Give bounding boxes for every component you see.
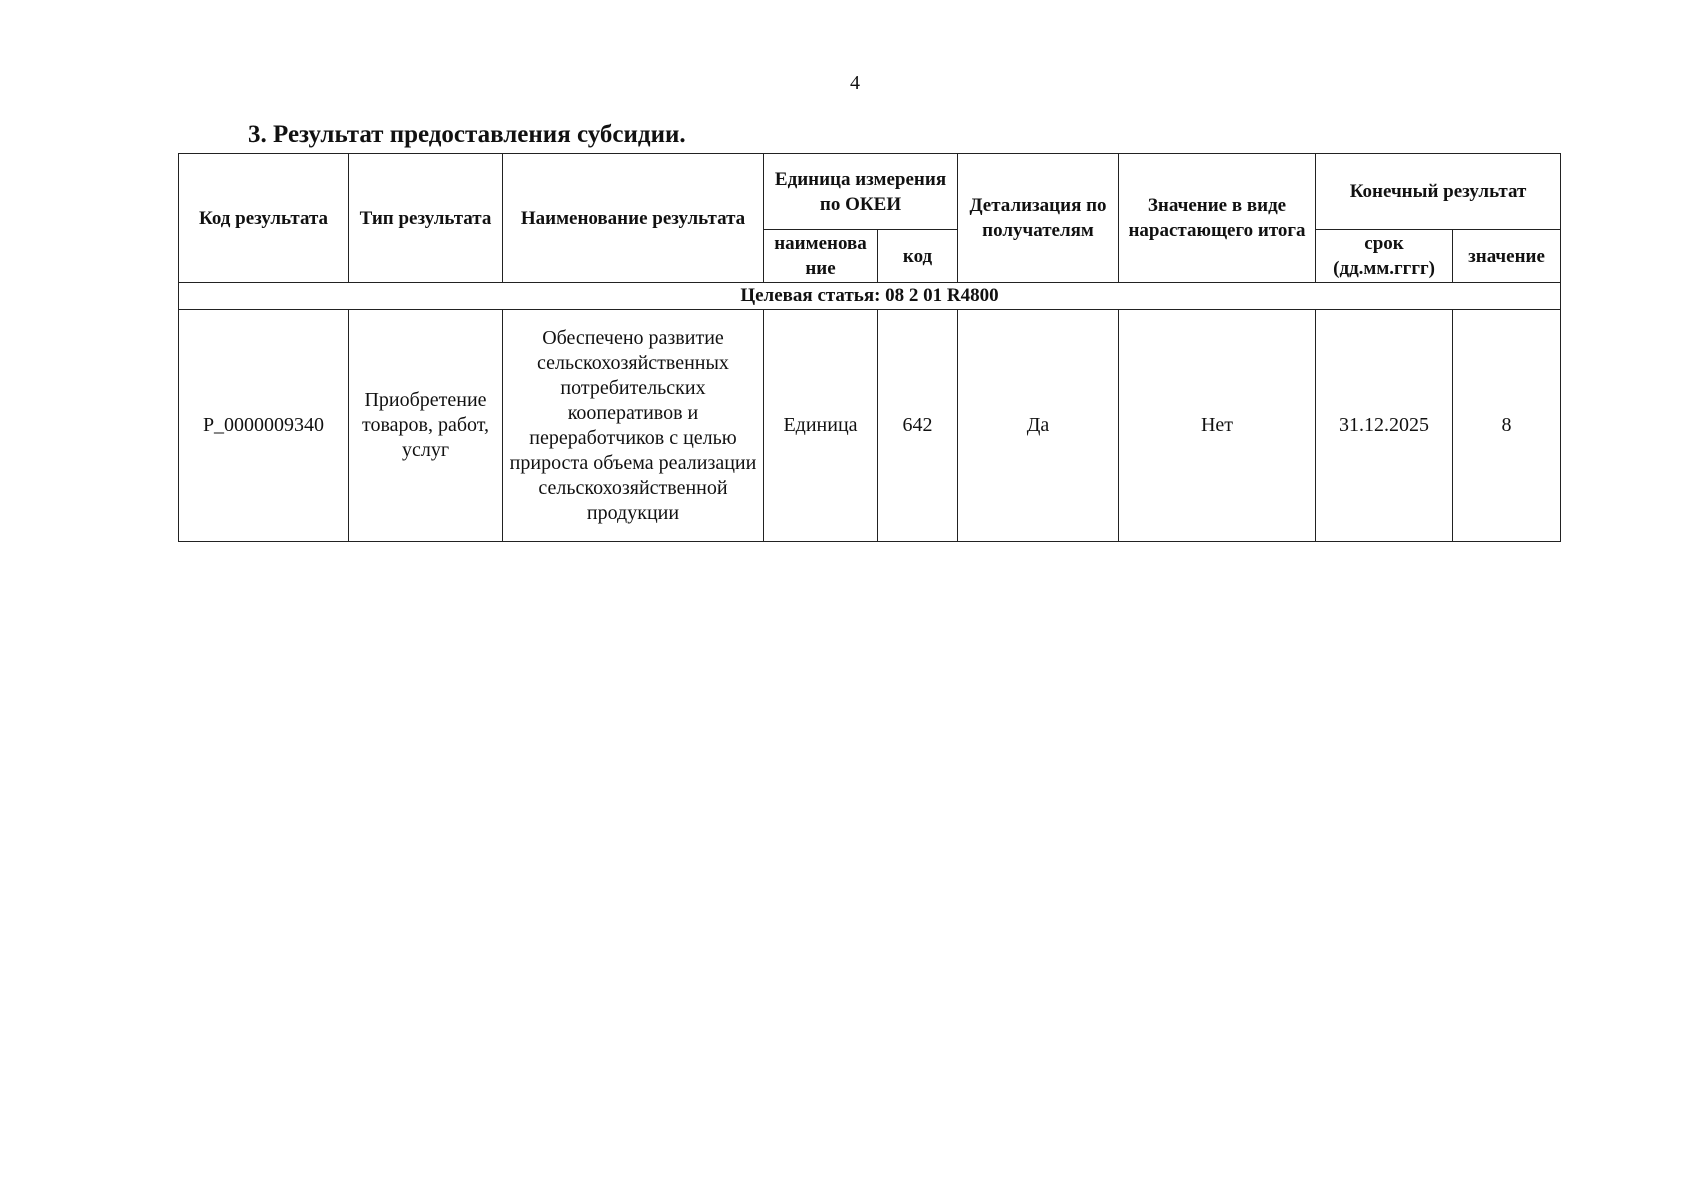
cell-name: Обеспечено развитие сельскохозяйственных потребительских кооперативов и переработчиков с целью прироста объема реализации сельскохозяйственной продукции xyxy=(503,310,764,542)
results-table xyxy=(178,153,1561,542)
header-unit-group: Единица измерения по ОКЕИ xyxy=(764,154,958,230)
header-name: Наименование результата xyxy=(503,154,764,283)
target-article: Целевая статья: 08 2 01 R4800 xyxy=(179,283,1561,310)
header-cumulative: Значение в виде нарастающего итога xyxy=(1119,154,1316,283)
header-unit-name: наименова ние xyxy=(764,230,878,283)
table-row xyxy=(179,310,1561,542)
cell-final-date: 31.12.2025 xyxy=(1316,310,1453,542)
target-article-row xyxy=(179,283,1561,310)
cell-code: P_0000009340 xyxy=(179,310,349,542)
page-number: 4 xyxy=(850,72,860,94)
header-code: Код результата xyxy=(179,154,349,283)
cell-cumulative: Нет xyxy=(1119,310,1316,542)
header-detail: Детализация по получателям xyxy=(958,154,1119,283)
header-type: Тип результата xyxy=(349,154,503,283)
cell-unit-name: Единица xyxy=(764,310,878,542)
cell-unit-code: 642 xyxy=(878,310,958,542)
header-row xyxy=(179,154,1561,230)
section-title: 3. Результат предоставления субсидии. xyxy=(248,121,686,148)
cell-final-value: 8 xyxy=(1453,310,1561,542)
cell-detail: Да xyxy=(958,310,1119,542)
cell-type: Приобретение товаров, работ, услуг xyxy=(349,310,503,542)
header-final-group: Конечный результат xyxy=(1316,154,1561,230)
header-final-value: значение xyxy=(1453,230,1561,283)
header-final-date: срок (дд.мм.гггг) xyxy=(1316,230,1453,283)
header-unit-code: код xyxy=(878,230,958,283)
